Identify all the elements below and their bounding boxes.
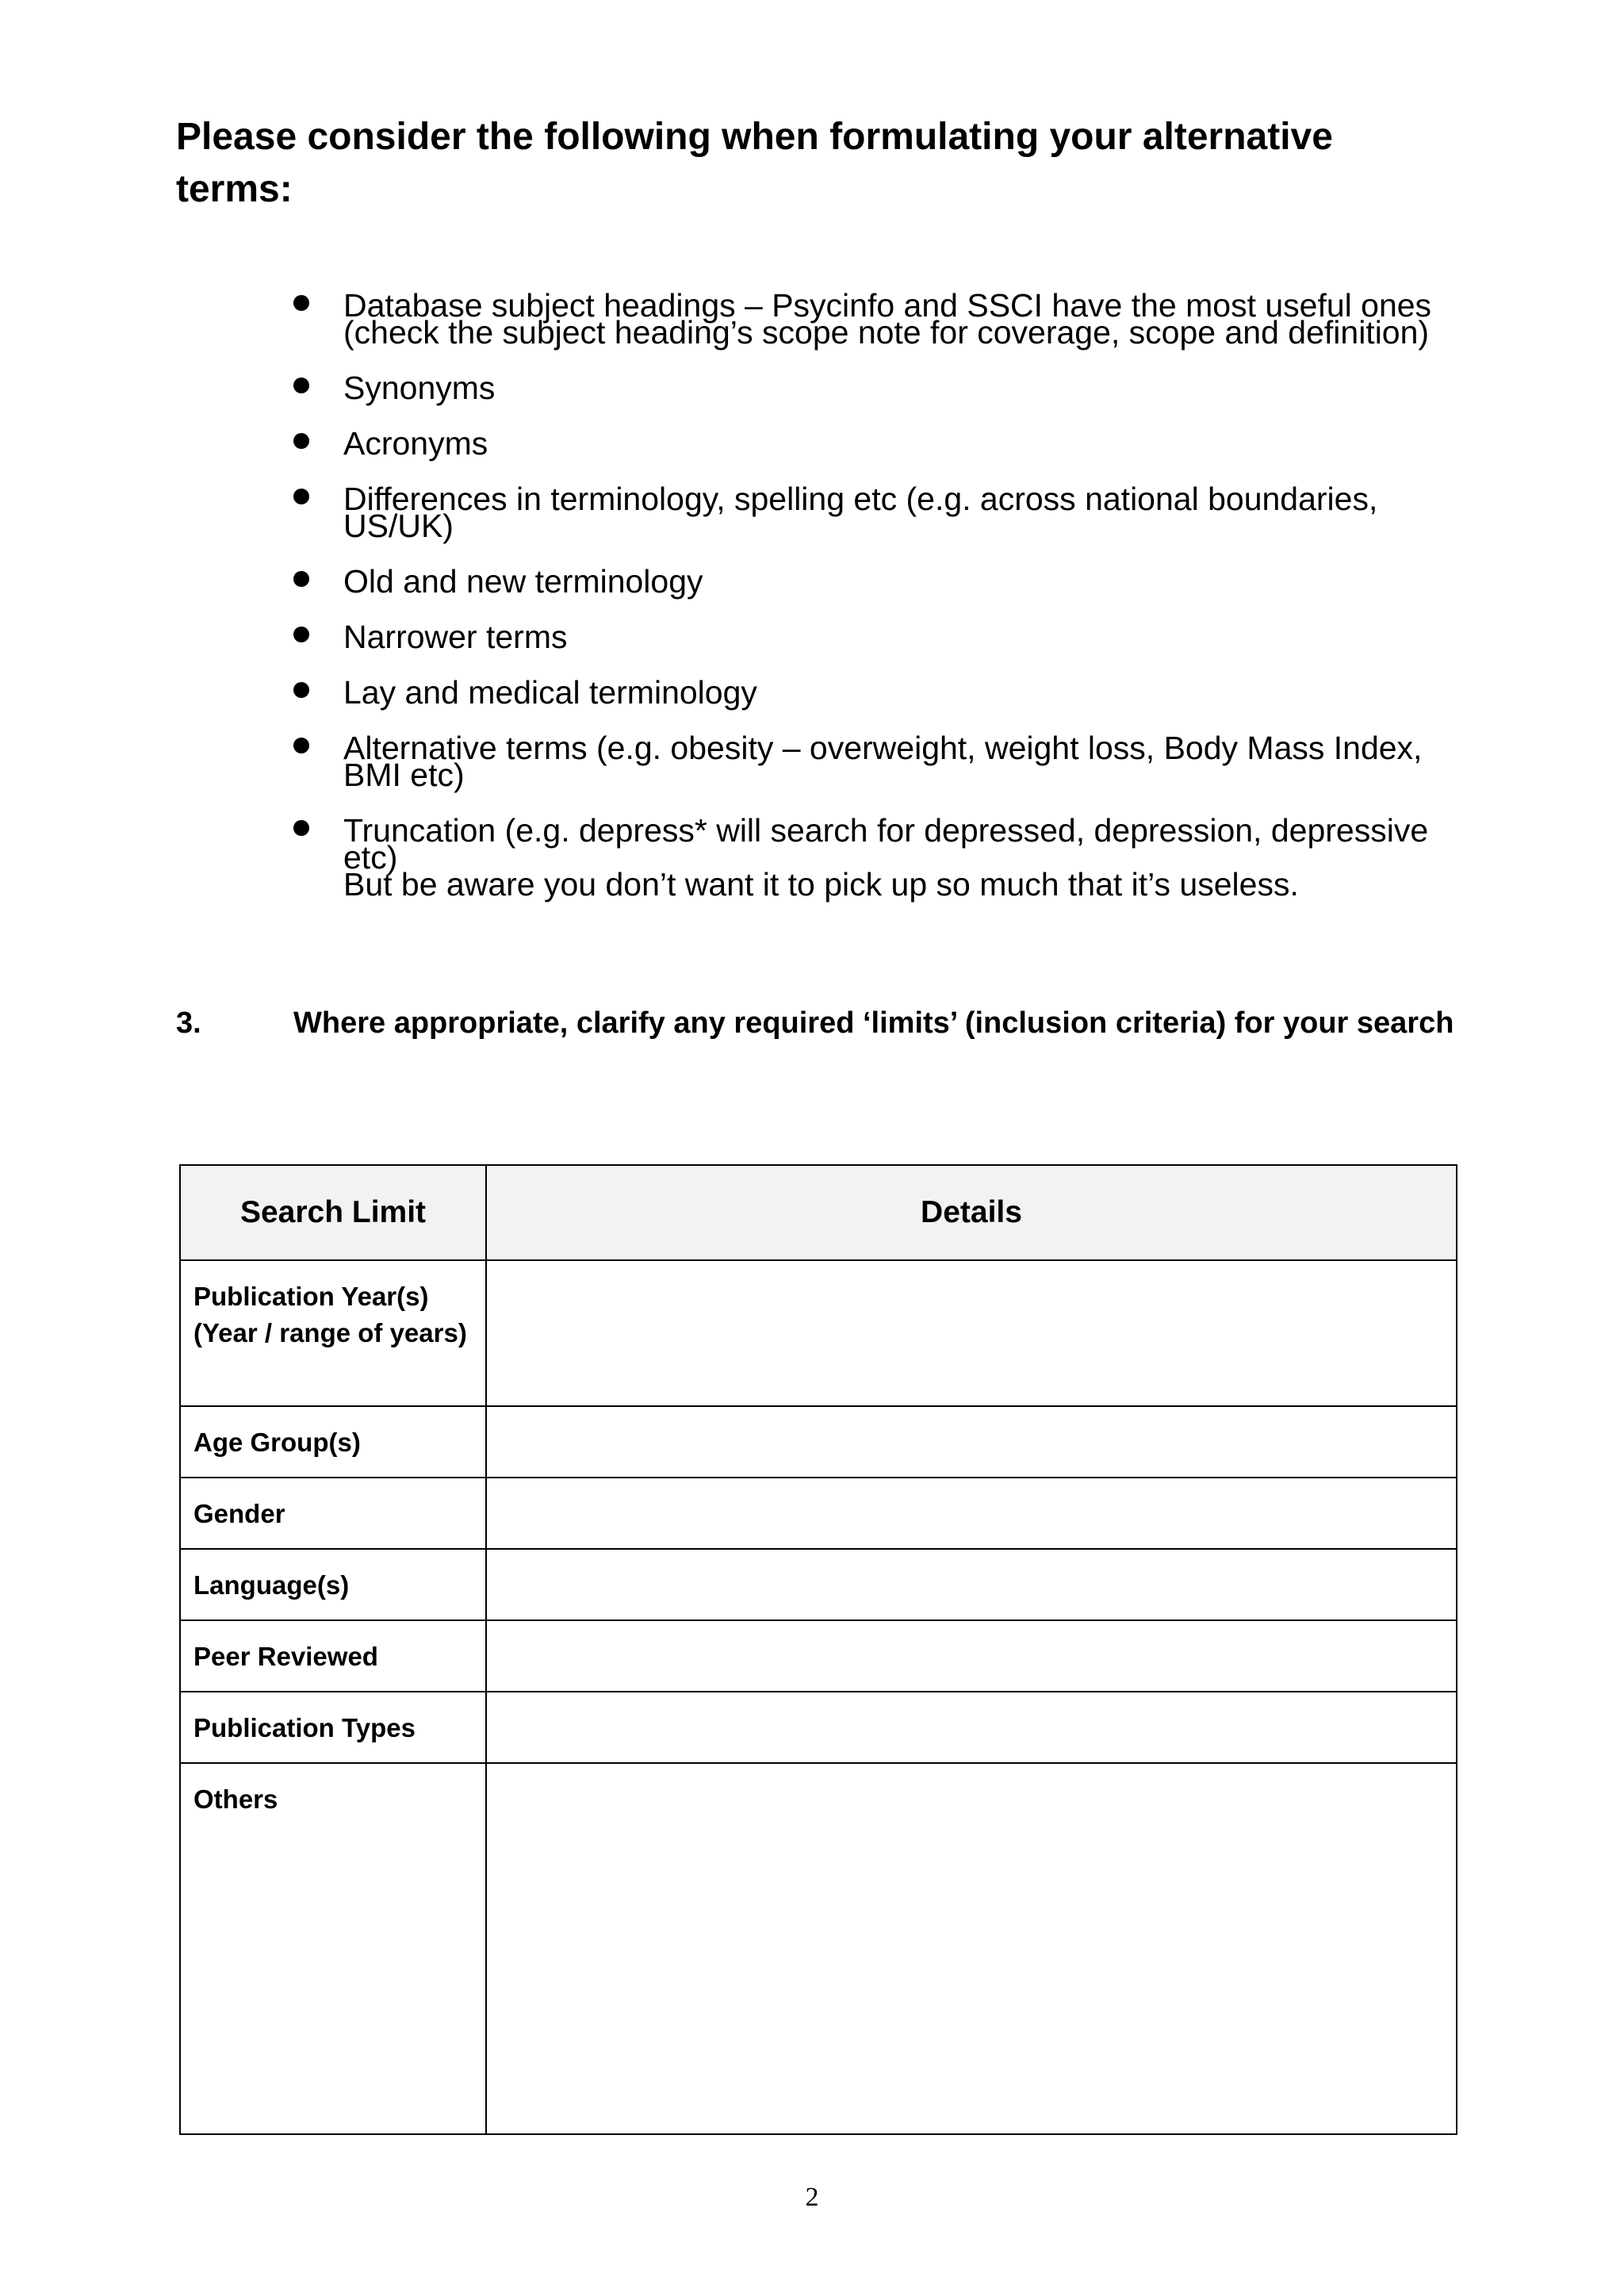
- bullet-icon: [293, 738, 309, 753]
- list-item-text: Lay and medical terminology: [343, 674, 757, 711]
- bullet-icon: [293, 820, 309, 836]
- list-item: [293, 730, 1467, 793]
- table-row: [180, 1549, 1457, 1620]
- section-3-heading: [176, 1001, 1461, 1045]
- limit-label: Publication Types: [180, 1692, 486, 1763]
- list-item: [293, 563, 1467, 600]
- details-cell[interactable]: [486, 1478, 1457, 1549]
- list-item-text: Alternative terms (e.g. obesity – overweight, weight loss, Body Mass Index, BMI etc): [343, 730, 1423, 793]
- limit-label: Peer Reviewed: [180, 1620, 486, 1692]
- considerations-list: [293, 287, 1467, 926]
- bullet-icon: [293, 571, 309, 587]
- list-item-text: Narrower terms: [343, 619, 568, 655]
- list-item: [293, 370, 1467, 406]
- section-number: 3.: [176, 1006, 201, 1040]
- list-item-text: Truncation (e.g. depress* will search for depressed, depression, depressive etc): [343, 812, 1429, 876]
- table-row: [180, 1260, 1457, 1406]
- page-heading: Please consider the following when formulating your alternative terms:: [176, 116, 1333, 210]
- list-item-text: Old and new terminology: [343, 563, 703, 600]
- bullet-icon: [293, 627, 309, 642]
- page-number: 2: [805, 2183, 819, 2212]
- bullet-icon: [293, 378, 309, 393]
- details-cell[interactable]: [486, 1549, 1457, 1620]
- list-item: [293, 425, 1467, 462]
- details-cell[interactable]: [486, 1763, 1457, 2134]
- bullet-icon: [293, 295, 309, 311]
- bullet-icon: [293, 682, 309, 698]
- limit-label: Others: [180, 1763, 486, 2134]
- list-item: [293, 481, 1467, 544]
- list-item-text: Database subject headings – Psycinfo and SSCI have the most useful ones (check the subject heading’s scope note for coverage, scope and definition): [343, 287, 1432, 351]
- list-item-text: Differences in terminology, spelling etc (e.g. across national boundaries, US/UK): [343, 481, 1378, 544]
- limit-label: Age Group(s): [180, 1406, 486, 1478]
- list-item: [293, 674, 1467, 711]
- details-cell[interactable]: [486, 1620, 1457, 1692]
- table-row: [180, 1406, 1457, 1478]
- table-row: [180, 1692, 1457, 1763]
- limit-label: Publication Year(s) (Year / range of years): [180, 1260, 486, 1406]
- table-row: [180, 1478, 1457, 1549]
- details-cell[interactable]: [486, 1406, 1457, 1478]
- table-header-row: [180, 1165, 1457, 1260]
- details-cell[interactable]: [486, 1692, 1457, 1763]
- list-item-note: But be aware you don’t want it to pick up so much that it’s useless.: [343, 866, 1299, 903]
- list-item-text: Acronyms: [343, 425, 488, 462]
- section-title: Where appropriate, clarify any required ‘limits’ (inclusion criteria) for your search: [293, 1006, 1454, 1040]
- list-item: [293, 287, 1467, 351]
- bullet-icon: [293, 489, 309, 504]
- column-header-search-limit: Search Limit: [180, 1165, 486, 1260]
- search-limits-table: [179, 1164, 1457, 2135]
- limit-label: Gender: [180, 1478, 486, 1549]
- bullet-icon: [293, 433, 309, 449]
- column-header-details: Details: [486, 1165, 1457, 1260]
- list-item: [293, 812, 1467, 903]
- list-item: [293, 619, 1467, 655]
- table-row: [180, 1620, 1457, 1692]
- limit-label: Language(s): [180, 1549, 486, 1620]
- list-item-text: Synonyms: [343, 370, 496, 406]
- table-row: [180, 1763, 1457, 2134]
- details-cell[interactable]: [486, 1260, 1457, 1406]
